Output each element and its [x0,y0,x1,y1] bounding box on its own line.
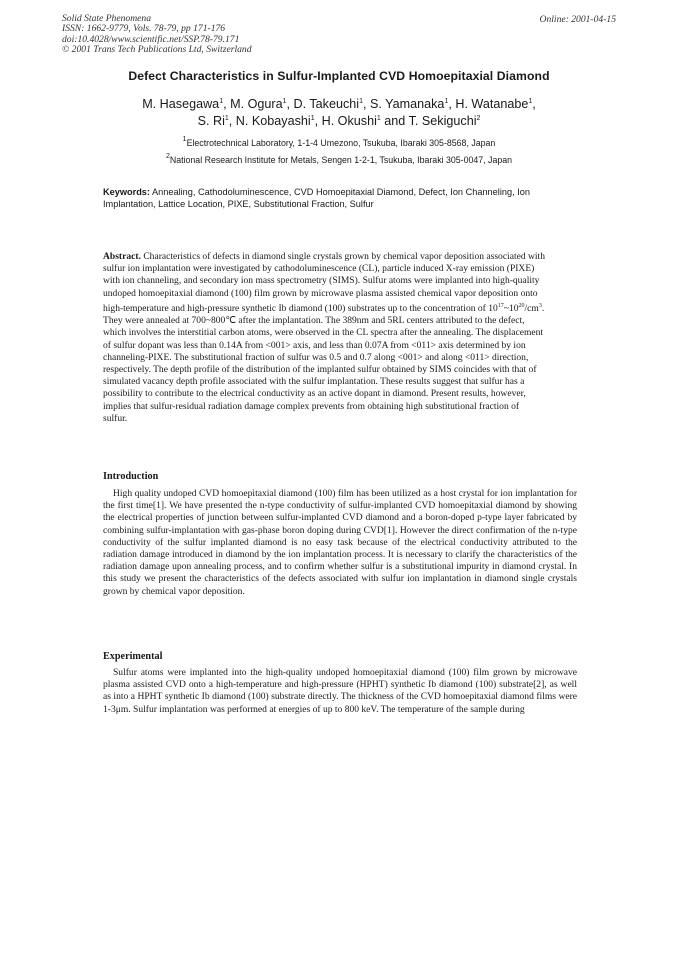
author: H. Watanabe$^1$, [455,97,536,111]
introduction-heading: Introduction [103,471,159,482]
keywords-label: Keywords: [103,187,150,197]
author: M. Hasegawa$^1$, [142,97,231,111]
journal-name: Solid State Phenomena [62,13,151,24]
affiliation-2: $^2$National Research Institute for Metals, Sengen 1-2-1, Tsukuba, Ibaraki 305-0047, Japan [165,153,513,165]
author: N. Kobayashi$^1$, [235,114,322,128]
keywords [103,186,533,210]
keywords-text: Annealing, Cathodoluminescence, CVD Homoepitaxial Diamond, Defect, Ion Channeling, Ion Implantation, Lattice Location, PIXE, Substitutional Fraction, Sulfur [103,187,530,209]
affiliation-1: $^1$Electrotechnical Laboratory, 1-1-4 Umezono, Tsukuba, Ibaraki 305-8568, Japan [182,136,496,148]
author: M. Ogura$^1$, [230,97,294,111]
author: H. Okushi$^1$ and [321,114,409,128]
author: S. Ri$^1$, [197,114,236,128]
journal-doi: doi:10.4028/www.scientific.net/SSP.78-79.171 [62,33,240,45]
author-list [80,96,598,130]
introduction-text: High quality undoped CVD homoepitaxial diamond (100) film has been utilized as a host crystal for ion implantation for the first time[1]. We have presented the n-type conductivity of sulfur-implanted CVD homoepitaxial diamond by showing the electrical properties of junction between sulfur-implanted CVD diamond and a boron-doped p-type layer fabricated by combining sulfur-implantation with gas-phase boron doping during CVD[1]. However the direct confirmation of the n-type conductivity of the sulfur implanted diamond is no easy task because of the electrical conductivity attributed to the radiation damage introduced in diamond by the ion implantation process. It is necessary to clarify the characteristics of the radiation damage upon annealing process, and to confirm whether sulfur is a substitutional impurity in diamond crystal. In this study we present the characteristics of the defects associated with sulfur ion implantation in diamond single crystals grown by chemical vapor deposition. [103,488,577,597]
journal-issn: ISSN: 1662-9779, Vols. 78-79, pp 171-176 [62,23,226,35]
journal-info [62,14,252,55]
abstract: Abstract. Characteristics of defects in diamond single crystals grown by chemical vapor deposition associated with sulfur ion implantation were investigated by cathodoluminescence (CL), particle induced X-ray emission (PIXE) with ion channeling, and secondary ion mass spectrometry (SIMS). Sulfur atoms were implanted into high-quality undoped homoepitaxial diamond (100) film grown by microwave plasma assisted chemical vapor deposition onto high-temperature and high-pressure synthetic Ib diamond (100) substrates up to the concentration of $10^{17}\sim 10^{20}/cm^3$. They were annealed at 700~800℃ after the implantation. The 389nm and 5RL centers attributed to the defect, which involves the interstitial carbon atoms, were observed in the CL spectra after the annealing. The displacement of sulfur dopant was less than 0.14A from <001> axis, and less than 0.07A from <011> axis determined by ion channeling-PIXE. The substitutional fraction of sulfur was 0.5 and 0.7 along <001> and along <011> direction, respectively. The depth profile of the distribution of the implanted sulfur obtained by SIMS coincides with that of simulated vacancy depth profile associated with the sulfur implantation. These results suggest that sulfur has a possibility to contribute to the electrical conductivity as an active dopant in diamond. Present results, however, implies that sulfur-residual radiation damage complex prevents from obtaining high substitutional fraction of sulfur. [103,251,545,424]
author: T. Sekiguchi$^2$ [408,114,481,128]
experimental-heading: Experimental [103,651,163,662]
experimental-text: Sulfur atoms were implanted into the high-quality undoped homoepitaxial diamond (100) film grown by microwave plasma assisted CVD onto a high-temperature and high-pressure (HPHT) synthetic Ib diamond (100) substrate[2], as well as into a HPHT synthetic Ib diamond (100) substrate directly. The thickness of the CVD homoepitaxial diamond films were 1-3μm. Sulfur implantation was performed at energies of up to 800 keV. The temperature of the sample during [103,667,577,715]
online-date: Online: 2001-04-15 [539,14,616,25]
paper-title: Defect Characteristics in Sulfur-Implanted CVD Homoepitaxial Diamond [128,69,550,83]
abstract-label: Abstract. [103,251,141,262]
author: D. Takeuchi$^1$, [293,97,370,111]
journal-copyright: © 2001 Trans Tech Publications Ltd, Switzerland [62,43,252,55]
author: S. Yamanaka$^1$, [369,97,456,111]
